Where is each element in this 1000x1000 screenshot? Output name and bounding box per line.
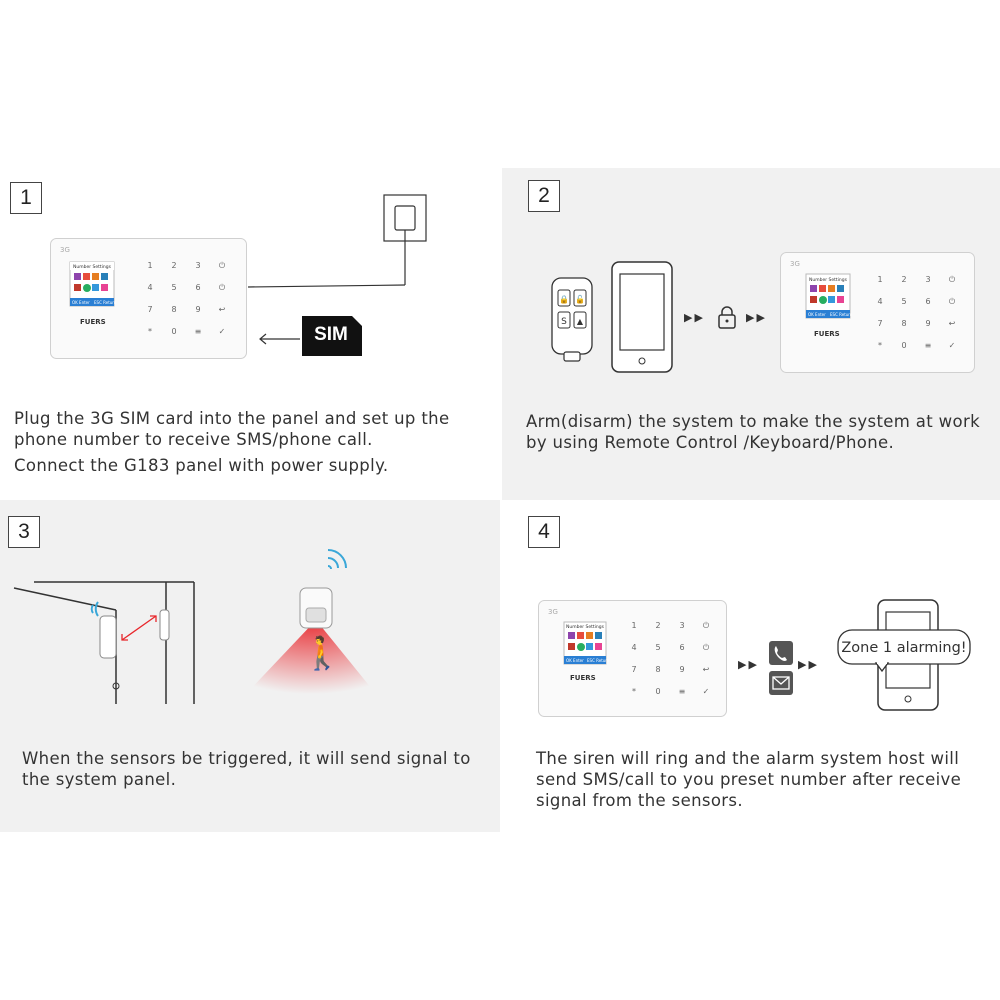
svg-text:*: * [878, 341, 882, 350]
svg-text:≡: ≡ [194, 327, 202, 336]
svg-text:4: 4 [877, 297, 883, 306]
panel-brand: FUERS [80, 318, 106, 326]
step-2-description [526, 411, 980, 453]
svg-text:⏻: ⏻ [948, 297, 956, 306]
door-sensor-icon [92, 610, 182, 670]
svg-text:6: 6 [925, 297, 931, 306]
step-number-2: 2 [528, 180, 560, 212]
step-1-line-3: Connect the G183 panel with power supply. [14, 456, 389, 475]
svg-text:✓: ✓ [702, 687, 710, 696]
svg-text:7: 7 [877, 319, 883, 328]
panel-screen-footer-right: ESC Return [94, 300, 117, 305]
alarm-message: Zone 1 alarming! [841, 640, 967, 656]
svg-text:3: 3 [925, 275, 931, 284]
step-3-description [22, 748, 471, 790]
svg-text:↩: ↩ [218, 305, 226, 314]
pir-motion-sensor [240, 544, 380, 704]
svg-text:8: 8 [171, 305, 177, 314]
arrow-left-group: ▶▶ [684, 311, 705, 324]
svg-text:6: 6 [195, 283, 201, 292]
svg-text:1: 1 [631, 621, 637, 630]
svg-text:0: 0 [171, 327, 177, 336]
svg-text:OK Enter: OK Enter [566, 658, 584, 663]
call-sms-icons [768, 640, 794, 698]
svg-text:⏻: ⏻ [702, 643, 710, 652]
step-number-1: 1 [10, 182, 42, 214]
alarm-panel-2 [780, 252, 976, 374]
svg-text:2: 2 [901, 275, 907, 284]
svg-text:FUERS: FUERS [814, 330, 840, 338]
svg-text:Number Settings: Number Settings [809, 278, 847, 283]
svg-text:S: S [561, 317, 567, 327]
step-4-line-3: signal from the sensors. [536, 791, 743, 810]
svg-text:▲: ▲ [576, 317, 584, 326]
arrow-left-group-4: ▶▶ [738, 658, 759, 671]
svg-text:FUERS: FUERS [570, 674, 596, 682]
step-1-line-1: Plug the 3G SIM card into the panel and set up the [14, 409, 450, 428]
svg-text:1: 1 [877, 275, 883, 284]
step-number-3: 3 [8, 516, 40, 548]
lock-icon [716, 306, 738, 330]
step-4-section [502, 500, 1000, 832]
panel-badge: 3G [60, 246, 70, 254]
svg-text:4: 4 [631, 643, 637, 652]
wifi-signal-icon [82, 598, 104, 618]
svg-text:≡: ≡ [924, 341, 932, 350]
step-number-4: 4 [528, 516, 560, 548]
svg-text:OK Enter: OK Enter [808, 312, 826, 317]
step-2-line-1: Arm(disarm) the system to make the system at work [526, 412, 981, 431]
svg-text:0: 0 [901, 341, 907, 350]
sim-insert-arrow [256, 328, 306, 348]
step-2-section [502, 168, 1000, 500]
arrow-right-group: ▶▶ [746, 311, 767, 324]
step-4-line-1: The siren will ring and the alarm system host will [536, 749, 960, 768]
svg-text:8: 8 [901, 319, 907, 328]
step-3-line-1: When the sensors be triggered, it will send signal to [22, 749, 471, 768]
svg-text:3: 3 [195, 261, 201, 270]
svg-text:2: 2 [171, 261, 177, 270]
walking-person-icon: 🚶 [302, 634, 342, 672]
arrow-right-group-4: ▶▶ [798, 658, 819, 671]
svg-text:5: 5 [655, 643, 661, 652]
svg-text:⏻: ⏻ [948, 275, 956, 284]
svg-text:⏻: ⏻ [218, 261, 226, 270]
svg-text:⏻: ⏻ [702, 621, 710, 630]
svg-text:3G: 3G [548, 608, 558, 616]
svg-text:🔒: 🔒 [559, 295, 569, 304]
svg-text:6: 6 [679, 643, 685, 652]
step-4-line-2: send SMS/call to you preset number after receive [536, 770, 962, 789]
svg-text:≡: ≡ [678, 687, 686, 696]
svg-text:*: * [632, 687, 636, 696]
svg-text:1: 1 [147, 261, 153, 270]
svg-text:9: 9 [925, 319, 931, 328]
svg-text:5: 5 [171, 283, 177, 292]
svg-text:8: 8 [655, 665, 661, 674]
svg-text:ESC Return: ESC Return [587, 658, 610, 663]
svg-text:✓: ✓ [218, 327, 226, 336]
svg-text:0: 0 [655, 687, 661, 696]
svg-text:3: 3 [679, 621, 685, 630]
step-1-description [14, 408, 449, 476]
svg-text:↩: ↩ [702, 665, 710, 674]
step-3-section [0, 500, 500, 832]
sim-label: SIM [314, 324, 348, 345]
svg-text:7: 7 [631, 665, 637, 674]
svg-text:9: 9 [195, 305, 201, 314]
step-2-line-2: by using Remote Control /Keyboard/Phone. [526, 433, 895, 452]
svg-text:*: * [148, 327, 152, 336]
svg-text:↩: ↩ [948, 319, 956, 328]
alarm-panel-4 [538, 600, 728, 718]
svg-text:Number Settings: Number Settings [566, 625, 604, 630]
step-4-description [536, 748, 961, 811]
power-adapter [240, 190, 440, 300]
remote-control-icon [550, 276, 598, 364]
svg-text:ESC Return: ESC Return [830, 312, 853, 317]
svg-text:4: 4 [147, 283, 153, 292]
svg-text:5: 5 [901, 297, 907, 306]
step-1-section [0, 168, 500, 500]
svg-text:2: 2 [655, 621, 661, 630]
svg-text:✓: ✓ [948, 341, 956, 350]
step-1-line-2: phone number to receive SMS/phone call. [14, 430, 373, 449]
panel-screen-title: Number Settings [73, 265, 111, 270]
svg-text:⏻: ⏻ [218, 283, 226, 292]
svg-text:7: 7 [147, 305, 153, 314]
svg-text:🔓: 🔓 [575, 295, 585, 304]
svg-text:3G: 3G [790, 260, 800, 268]
svg-text:9: 9 [679, 665, 685, 674]
step-3-line-2: the system panel. [22, 770, 177, 789]
phone-icon [610, 260, 676, 376]
alarm-panel [50, 238, 248, 360]
panel-screen-footer-left: OK Enter [72, 300, 90, 305]
